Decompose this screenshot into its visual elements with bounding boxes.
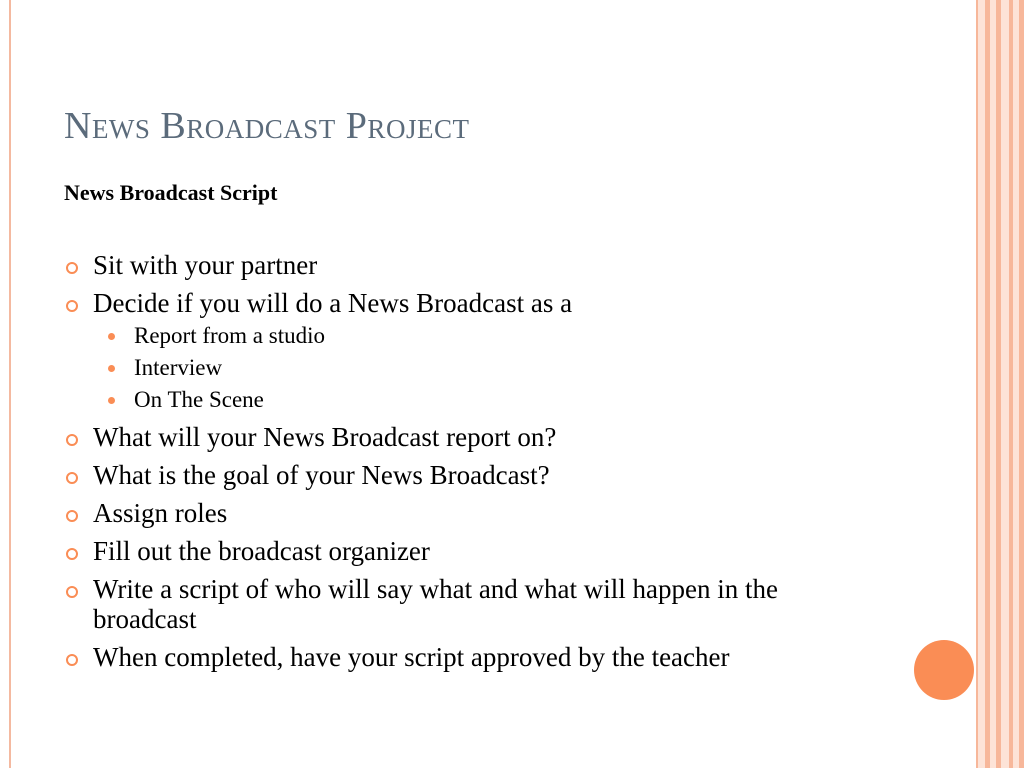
orange-dot-bullet-icon [108,365,115,372]
bullet-item [64,498,864,528]
bullet-item [64,642,864,672]
bullet-item [64,574,864,634]
bullet-item [64,288,864,318]
orange-ring-bullet-icon [66,548,78,560]
slide-title: News Broadcast Project [64,105,470,147]
bullet-item [64,536,864,566]
bullet-text: Decide if you will do a News Broadcast as a [93,288,573,318]
bullet-text: What will your News Broadcast report on? [93,422,557,452]
bullet-text: Assign roles [93,498,228,528]
bullet-text: What is the goal of your News Broadcast? [93,460,550,490]
right-decorative-stripes [976,0,1024,768]
stripe [985,0,990,768]
sub-bullet-list [64,320,864,416]
orange-ring-bullet-icon [66,654,78,666]
orange-ring-bullet-icon [66,262,78,274]
stripe [976,0,978,768]
orange-ring-bullet-icon [66,510,78,522]
bullet-text: Sit with your partner [93,250,318,280]
orange-ring-bullet-icon [66,300,78,312]
bullet-text: Write a script of who will say what and what will happen in the broadcast [93,574,778,634]
sub-bullet-item [64,384,864,416]
stripe [1019,0,1024,768]
sub-bullet-text: On The Scene [134,387,264,412]
orange-dot-bullet-icon [108,333,115,340]
sub-bullet-text: Interview [134,355,223,380]
stripe [996,0,1001,768]
stripe [1009,0,1013,768]
orange-ring-bullet-icon [66,586,78,598]
left-border-line [9,0,11,768]
bullet-item [64,460,864,490]
sub-bullet-item [64,352,864,384]
bullet-text: When completed, have your script approved by the teacher [93,642,730,672]
orange-ring-bullet-icon [66,472,78,484]
orange-ring-bullet-icon [66,434,78,446]
slide-subtitle: News Broadcast Script [64,180,278,205]
bullet-list [64,250,864,680]
orange-dot-bullet-icon [108,397,115,404]
sub-bullet-item [64,320,864,352]
orange-circle-decoration [914,640,974,700]
bullet-item [64,250,864,280]
bullet-text: Fill out the broadcast organizer [93,536,430,566]
sub-bullet-group [64,320,864,416]
bullet-item [64,422,864,452]
sub-bullet-text: Report from a studio [134,323,325,348]
